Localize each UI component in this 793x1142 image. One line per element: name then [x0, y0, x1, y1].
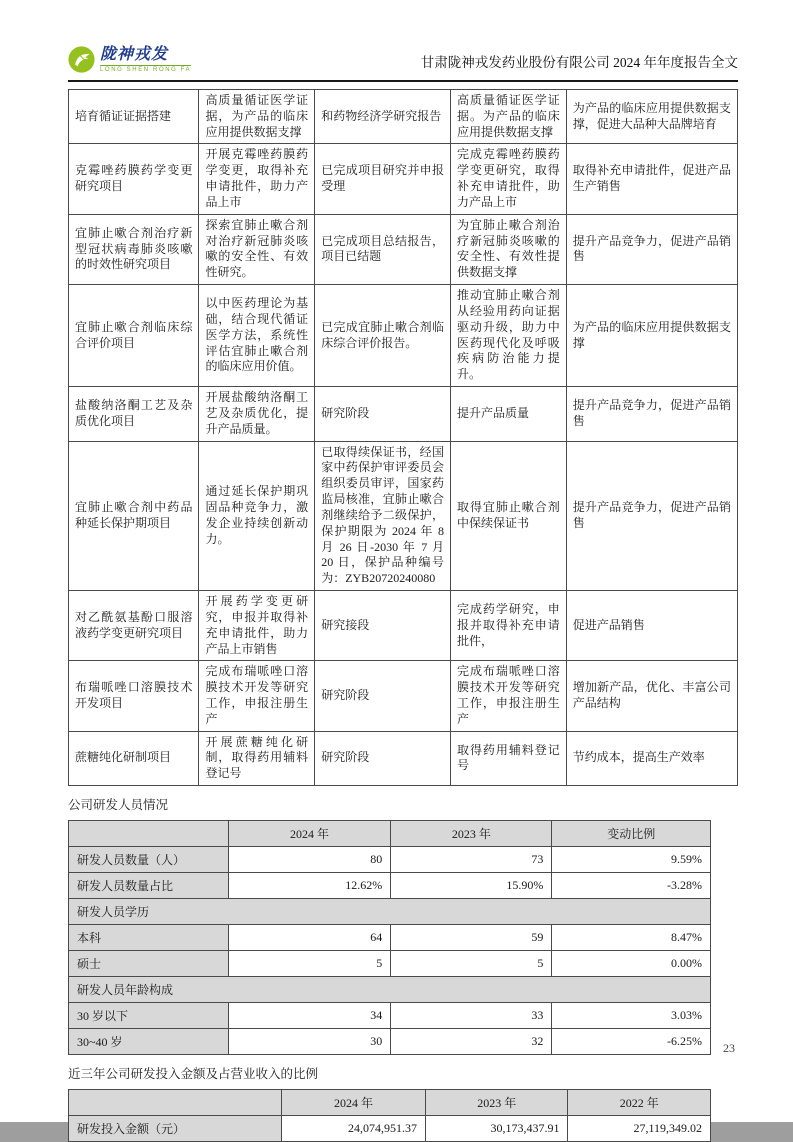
rd-investment-section-title: 近三年公司研发投入金额及占营业收入的比例: [68, 1067, 319, 1082]
project-goal-cell: 推动宜肺止嗽合剂从经验用药向证据驱动升级，助力中医药现代化及呼吸疾病防治能力提升。: [450, 285, 566, 387]
project-goal-cell: 取得宜肺止嗽合剂中保续保证书: [450, 441, 566, 590]
table-row: [69, 1003, 711, 1029]
row-label-cell: 研发人员数量（人）: [69, 847, 229, 873]
project-goal-cell: 为宜肺止嗽合剂治疗新冠肺炎咳嗽的安全性、有效性提供数据支撑: [450, 214, 566, 284]
project-purpose-cell: 通过延长保护期巩固品种竞争力，激发企业持续创新动力。: [199, 441, 315, 590]
value-2023-cell: 73: [391, 847, 552, 873]
document-header: [68, 46, 738, 82]
year-2023-header: 2023 年: [425, 1090, 568, 1116]
value-2024-cell: 5: [228, 951, 390, 977]
project-name-cell: 培育循证证据搭建: [69, 90, 199, 144]
table-row: [69, 925, 711, 951]
project-name-cell: 宜肺止嗽合剂临床综合评价项目: [69, 285, 199, 387]
table-row: [69, 144, 738, 214]
table-row: [69, 661, 738, 731]
table-row: [69, 441, 738, 590]
table-row: [69, 214, 738, 284]
empty-header-cell: [69, 1090, 282, 1116]
rd-investment-table: [68, 1089, 711, 1142]
value-2024-cell: 64: [228, 925, 390, 951]
project-progress-cell: 已完成项目总结报告，项目已结题: [315, 214, 451, 284]
project-name-cell: 宜肺止嗽合剂治疗新型冠状病毒肺炎咳嗽的时效性研究项目: [69, 214, 199, 284]
row-label-cell: 30 岁以下: [69, 1003, 229, 1029]
project-impact-cell: 为产品的临床应用提供数据支撑，促进大品种大品牌培育: [566, 90, 737, 144]
value-2022-cell: 27,119,349.02: [568, 1116, 711, 1142]
project-name-cell: 盐酸纳洛酮工艺及杂质优化项目: [69, 387, 199, 441]
project-purpose-cell: 高质量循证医学证据，为产品的临床应用提供数据支撑: [199, 90, 315, 144]
project-impact-cell: 促进产品销售: [566, 591, 737, 661]
empty-header-cell: [69, 821, 229, 847]
project-progress-cell: 研究阶段: [315, 387, 451, 441]
rd-staff-section-title: 公司研发人员情况: [68, 798, 169, 813]
company-logo: [68, 46, 191, 73]
project-goal-cell: 完成药学研究，申报并取得补充申请批件，: [450, 591, 566, 661]
project-impact-cell: 取得补充申请批件，促进产品生产销售: [566, 144, 737, 214]
age-subheader-cell: 研发人员年龄构成: [69, 977, 711, 1003]
year-2023-header: 2023 年: [391, 821, 552, 847]
project-purpose-cell: 开展药学变更研究，申报并取得补充申请批件，助力产品上市销售: [199, 591, 315, 661]
change-value-cell: 0.00%: [552, 951, 711, 977]
project-purpose-cell: 以中医药理论为基础，结合现代循证医学方法，系统性评估宜肺止嗽合剂的临床应用价值。: [199, 285, 315, 387]
value-2024-cell: 24,074,951.37: [282, 1116, 426, 1142]
year-2024-header: 2024 年: [282, 1090, 426, 1116]
table-row: [69, 731, 738, 785]
logo-text: [100, 47, 191, 73]
table-row: [69, 387, 738, 441]
logo-circle-icon: [68, 46, 95, 73]
project-progress-cell: 已完成宜肺止嗽合剂临床综合评价报告。: [315, 285, 451, 387]
section-subheader-row: [69, 899, 711, 925]
project-progress-cell: 研究阶段: [315, 661, 451, 731]
row-label-cell: 30~40 岁: [69, 1029, 229, 1055]
change-value-cell: 8.47%: [552, 925, 711, 951]
value-2023-cell: 5: [391, 951, 552, 977]
value-2024-cell: 80: [228, 847, 390, 873]
table-row: [69, 951, 711, 977]
rd-staff-table: [68, 820, 711, 1055]
table-header-row: [69, 821, 711, 847]
table-header-row: [69, 1090, 711, 1116]
project-goal-cell: 完成克霉唑药膜药学变更研究，取得补充申请批件，助力产品上市: [450, 144, 566, 214]
project-impact-cell: 增加新产品，优化、丰富公司产品结构: [566, 661, 737, 731]
year-2024-header: 2024 年: [228, 821, 390, 847]
change-ratio-header: 变动比例: [552, 821, 711, 847]
education-subheader-cell: 研发人员学历: [69, 899, 711, 925]
table-row: [69, 873, 711, 899]
value-2023-cell: 33: [391, 1003, 552, 1029]
project-name-cell: 对乙酰氨基酚口服溶液药学变更研究项目: [69, 591, 199, 661]
table-row: [69, 1029, 711, 1055]
project-impact-cell: 为产品的临床应用提供数据支撑: [566, 285, 737, 387]
change-value-cell: -6.25%: [552, 1029, 711, 1055]
project-goal-cell: 提升产品质量: [450, 387, 566, 441]
change-value-cell: -3.28%: [552, 873, 711, 899]
brand-name-en: LONG SHEN RONG FA: [100, 66, 192, 73]
value-2023-cell: 59: [391, 925, 552, 951]
project-goal-cell: 完成布瑞哌唑口溶膜技术开发等研究工作，申报注册生产: [450, 661, 566, 731]
page-number: 23: [723, 1041, 735, 1055]
value-2023-cell: 30,173,437.91: [425, 1116, 568, 1142]
table-row: [69, 847, 711, 873]
page-content: [68, 46, 738, 1142]
project-purpose-cell: 开展克霉唑药膜药学变更，取得补充申请批件，助力产品上市: [199, 144, 315, 214]
row-label-cell: 硕士: [69, 951, 229, 977]
project-name-cell: 蔗糖纯化研制项目: [69, 731, 199, 785]
value-2023-cell: 15.90%: [391, 873, 552, 899]
project-goal-cell: 取得药用辅料登记号: [450, 731, 566, 785]
project-progress-cell: 研究接段: [315, 591, 451, 661]
project-progress-cell: 和药物经济学研究报告: [315, 90, 451, 144]
project-goal-cell: 高质量循证医学证据。为产品的临床应用提供数据支撑: [450, 90, 566, 144]
project-purpose-cell: 探索宜肺止嗽合剂对治疗新冠肺炎咳嗽的安全性、有效性研究。: [199, 214, 315, 284]
document-title: 甘肃陇神戎发药业股份有限公司 2024 年年度报告全文: [420, 55, 738, 70]
change-value-cell: 9.59%: [552, 847, 711, 873]
value-2024-cell: 12.62%: [228, 873, 390, 899]
change-value-cell: 3.03%: [552, 1003, 711, 1029]
project-purpose-cell: 开展盐酸纳洛酮工艺及杂质优化，提升产品质量。: [199, 387, 315, 441]
project-name-cell: 布瑞哌唑口溶膜技术开发项目: [69, 661, 199, 731]
row-label-cell: 研发投入金额（元）: [69, 1116, 282, 1142]
table-row: [69, 90, 738, 144]
project-progress-cell: 已完成项目研究并申报受理: [315, 144, 451, 214]
value-2024-cell: 34: [228, 1003, 390, 1029]
project-name-cell: 宜肺止嗽合剂中药品种延长保护期项目: [69, 441, 199, 590]
project-progress-cell: 已取得续保证书，经国家中药保护审评委员会组织委员审评，国家药监局核准，宜肺止嗽合剂继续给予二级保护，保护期限为 2024 年 8 月 26 日-2030 年 7 月 20 日，保护品种编号为：ZYB20720240080: [315, 441, 451, 590]
project-impact-cell: 提升产品竞争力，促进产品销售: [566, 387, 737, 441]
project-impact-cell: 提升产品竞争力，促进产品销售: [566, 214, 737, 284]
project-impact-cell: 提升产品竞争力，促进产品销售: [566, 441, 737, 590]
project-purpose-cell: 开展蔗糖纯化研制，取得药用辅料登记号: [199, 731, 315, 785]
row-label-cell: 本科: [69, 925, 229, 951]
table-row: [69, 1116, 711, 1142]
section-subheader-row: [69, 977, 711, 1003]
project-impact-cell: 节约成本，提高生产效率: [566, 731, 737, 785]
table-row: [69, 285, 738, 387]
table-row: [69, 591, 738, 661]
rd-projects-table: [68, 89, 738, 786]
year-2022-header: 2022 年: [568, 1090, 711, 1116]
project-name-cell: 克霉唑药膜药学变更研究项目: [69, 144, 199, 214]
value-2024-cell: 30: [228, 1029, 390, 1055]
project-progress-cell: 研究阶段: [315, 731, 451, 785]
project-purpose-cell: 完成布瑞哌唑口溶膜技术开发等研究工作，申报注册生产: [199, 661, 315, 731]
brand-name-cn: 陇神戎发: [100, 45, 169, 63]
row-label-cell: 研发人员数量占比: [69, 873, 229, 899]
value-2023-cell: 32: [391, 1029, 552, 1055]
